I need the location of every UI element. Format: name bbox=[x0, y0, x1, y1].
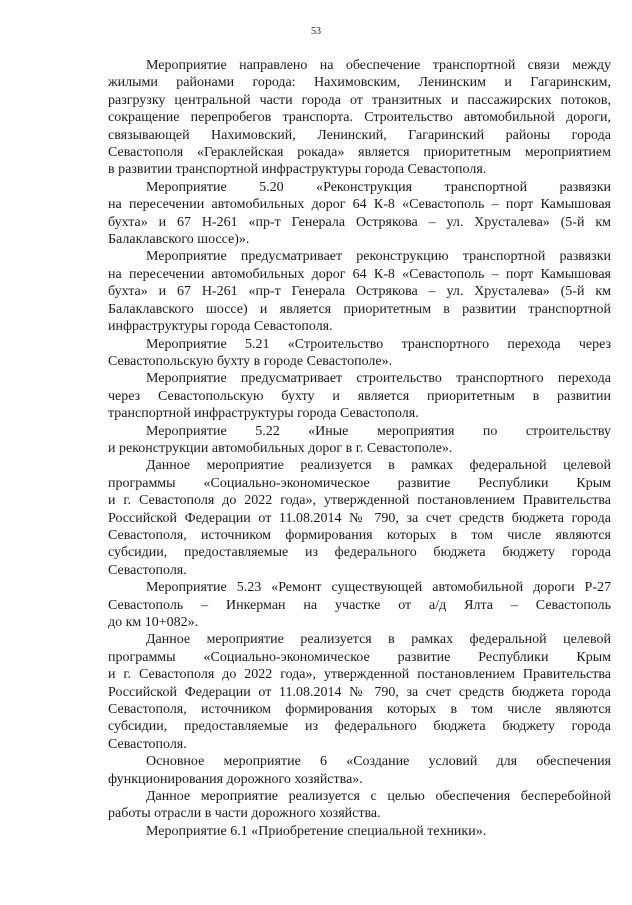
paragraph-line: Севастополя. bbox=[108, 736, 187, 752]
paragraph-line: Мероприятие направлено на обеспечение транспортной связи между bbox=[146, 58, 611, 73]
paragraph-line: Севастопольскую бухту в городе Севастополе». bbox=[108, 353, 393, 369]
paragraph-line: на пересечении автомобильных дорог 64 К-8 «Севастополь – порт Камышовая bbox=[108, 197, 611, 213]
paragraph-line: функционирования дорожного хозяйства». bbox=[108, 771, 363, 787]
paragraph-line: Мероприятие 5.20 «Реконструкция транспортной развязки bbox=[146, 179, 611, 195]
paragraph-line: Российской Федерации от 11.08.2014 № 790, за счет средств бюджета города bbox=[108, 684, 611, 700]
paragraph-line: на пересечении автомобильных дорог 64 К-8 «Севастополь – порт Камышовая bbox=[108, 266, 611, 282]
paragraph bbox=[108, 457, 611, 579]
paragraph-line: Мероприятие 6.1 «Приобретение специальной техники». bbox=[146, 823, 487, 839]
paragraph-line: Севастополя, источником формирования которых в том числе являются bbox=[108, 702, 611, 718]
paragraph bbox=[108, 57, 611, 179]
paragraph-line: бухта» и 67 Н-261 «пр-т Генерала Острякова – ул. Хрусталева» (5-й км bbox=[108, 214, 611, 230]
paragraph bbox=[108, 370, 611, 422]
paragraph bbox=[108, 179, 611, 249]
paragraph-line: транспортной инфраструктуры города Севастополя. bbox=[108, 406, 419, 422]
document-body bbox=[108, 57, 611, 840]
paragraph bbox=[108, 823, 611, 840]
paragraph-line: Мероприятие 5.21 «Строительство транспортного перехода через bbox=[146, 336, 611, 352]
paragraph-line: и реконструкции автомобильных дорог в г. Севастополе». bbox=[108, 440, 453, 456]
paragraph-line: Мероприятие предусматривает строительство транспортного перехода bbox=[146, 371, 611, 387]
paragraph-line: в развитии транспортной инфраструктуры города Севастополя. bbox=[108, 162, 487, 178]
paragraph-line: разгрузку центральной части города от транзитных и пассажирских потоков, bbox=[108, 92, 611, 108]
paragraph-line: инфраструктуры города Севастополя. bbox=[108, 319, 333, 335]
paragraph-line: работы отрасли в части дорожного хозяйства. bbox=[108, 806, 381, 822]
paragraph-line: Мероприятие предусматривает реконструкцию транспортной развязки bbox=[146, 249, 611, 265]
paragraph bbox=[108, 788, 611, 823]
paragraph-line: Севастополя «Гераклейская рокада» является приоритетным мероприятием bbox=[108, 145, 611, 161]
paragraph-line: программы «Социально-экономическое развитие Республики Крым bbox=[108, 475, 611, 491]
paragraph bbox=[108, 579, 611, 631]
paragraph bbox=[108, 753, 611, 788]
paragraph-line: Севастополя. bbox=[108, 562, 187, 578]
paragraph-line: Мероприятие 5.22 «Иные мероприятия по строительству bbox=[146, 423, 611, 439]
paragraph-line: Данное мероприятие реализуется в рамках федеральной целевой bbox=[146, 632, 611, 648]
paragraph-line: сокращение перепробегов транспорта. Строительство автомобильной дороги, bbox=[108, 110, 611, 126]
paragraph-line: Севастополя, источником формирования которых в том числе являются bbox=[108, 527, 611, 543]
paragraph-line: бухта» и 67 Н-261 «пр-т Генерала Острякова – ул. Хрусталева» (5-й км bbox=[108, 284, 611, 300]
paragraph bbox=[108, 336, 611, 371]
paragraph-line: жилыми районами города: Нахимовским, Ленинским и Гагаринским, bbox=[108, 75, 611, 91]
paragraph-line: до км 10+082». bbox=[108, 615, 199, 630]
paragraph-line: Балаклавского шоссе)». bbox=[108, 232, 250, 248]
page-number: 53 bbox=[311, 26, 321, 37]
paragraph-line: связывающей Нахимовский, Ленинский, Гагаринский районы города bbox=[108, 127, 611, 143]
paragraph-line: и г. Севастополя до 2022 года», утвержденной постановлением Правительства bbox=[108, 667, 611, 683]
paragraph-line: субсидии, предоставляемые из федерального бюджета бюджету города bbox=[108, 545, 611, 561]
paragraph-line: Данное мероприятие реализуется с целью обеспечения бесперебойной bbox=[146, 789, 611, 805]
paragraph bbox=[108, 248, 611, 335]
paragraph bbox=[108, 631, 611, 753]
paragraph-line: Основное мероприятие 6 «Создание условий для обеспечения bbox=[146, 754, 611, 770]
paragraph bbox=[108, 423, 611, 458]
paragraph-line: Данное мероприятие реализуется в рамках федеральной целевой bbox=[146, 458, 611, 474]
paragraph-line: и г. Севастополя до 2022 года», утвержденной постановлением Правительства bbox=[108, 493, 611, 509]
paragraph-line: Российской Федерации от 11.08.2014 № 790, за счет средств бюджета города bbox=[108, 510, 611, 526]
paragraph-line: Балаклавского шоссе) и является приоритетным в развитии транспортной bbox=[108, 301, 611, 317]
paragraph-line: через Севастопольскую бухту и является приоритетным в развитии bbox=[108, 388, 611, 404]
paragraph-line: программы «Социально-экономическое развитие Республики Крым bbox=[108, 649, 611, 665]
paragraph-line: Мероприятие 5.23 «Ремонт существующей автомобильной дороги Р-27 bbox=[146, 580, 611, 596]
paragraph-line: субсидии, предоставляемые из федерального бюджета бюджету города bbox=[108, 719, 611, 735]
paragraph-line: Севастополь – Инкерман на участке от а/д Ялта – Севастополь bbox=[108, 597, 611, 613]
